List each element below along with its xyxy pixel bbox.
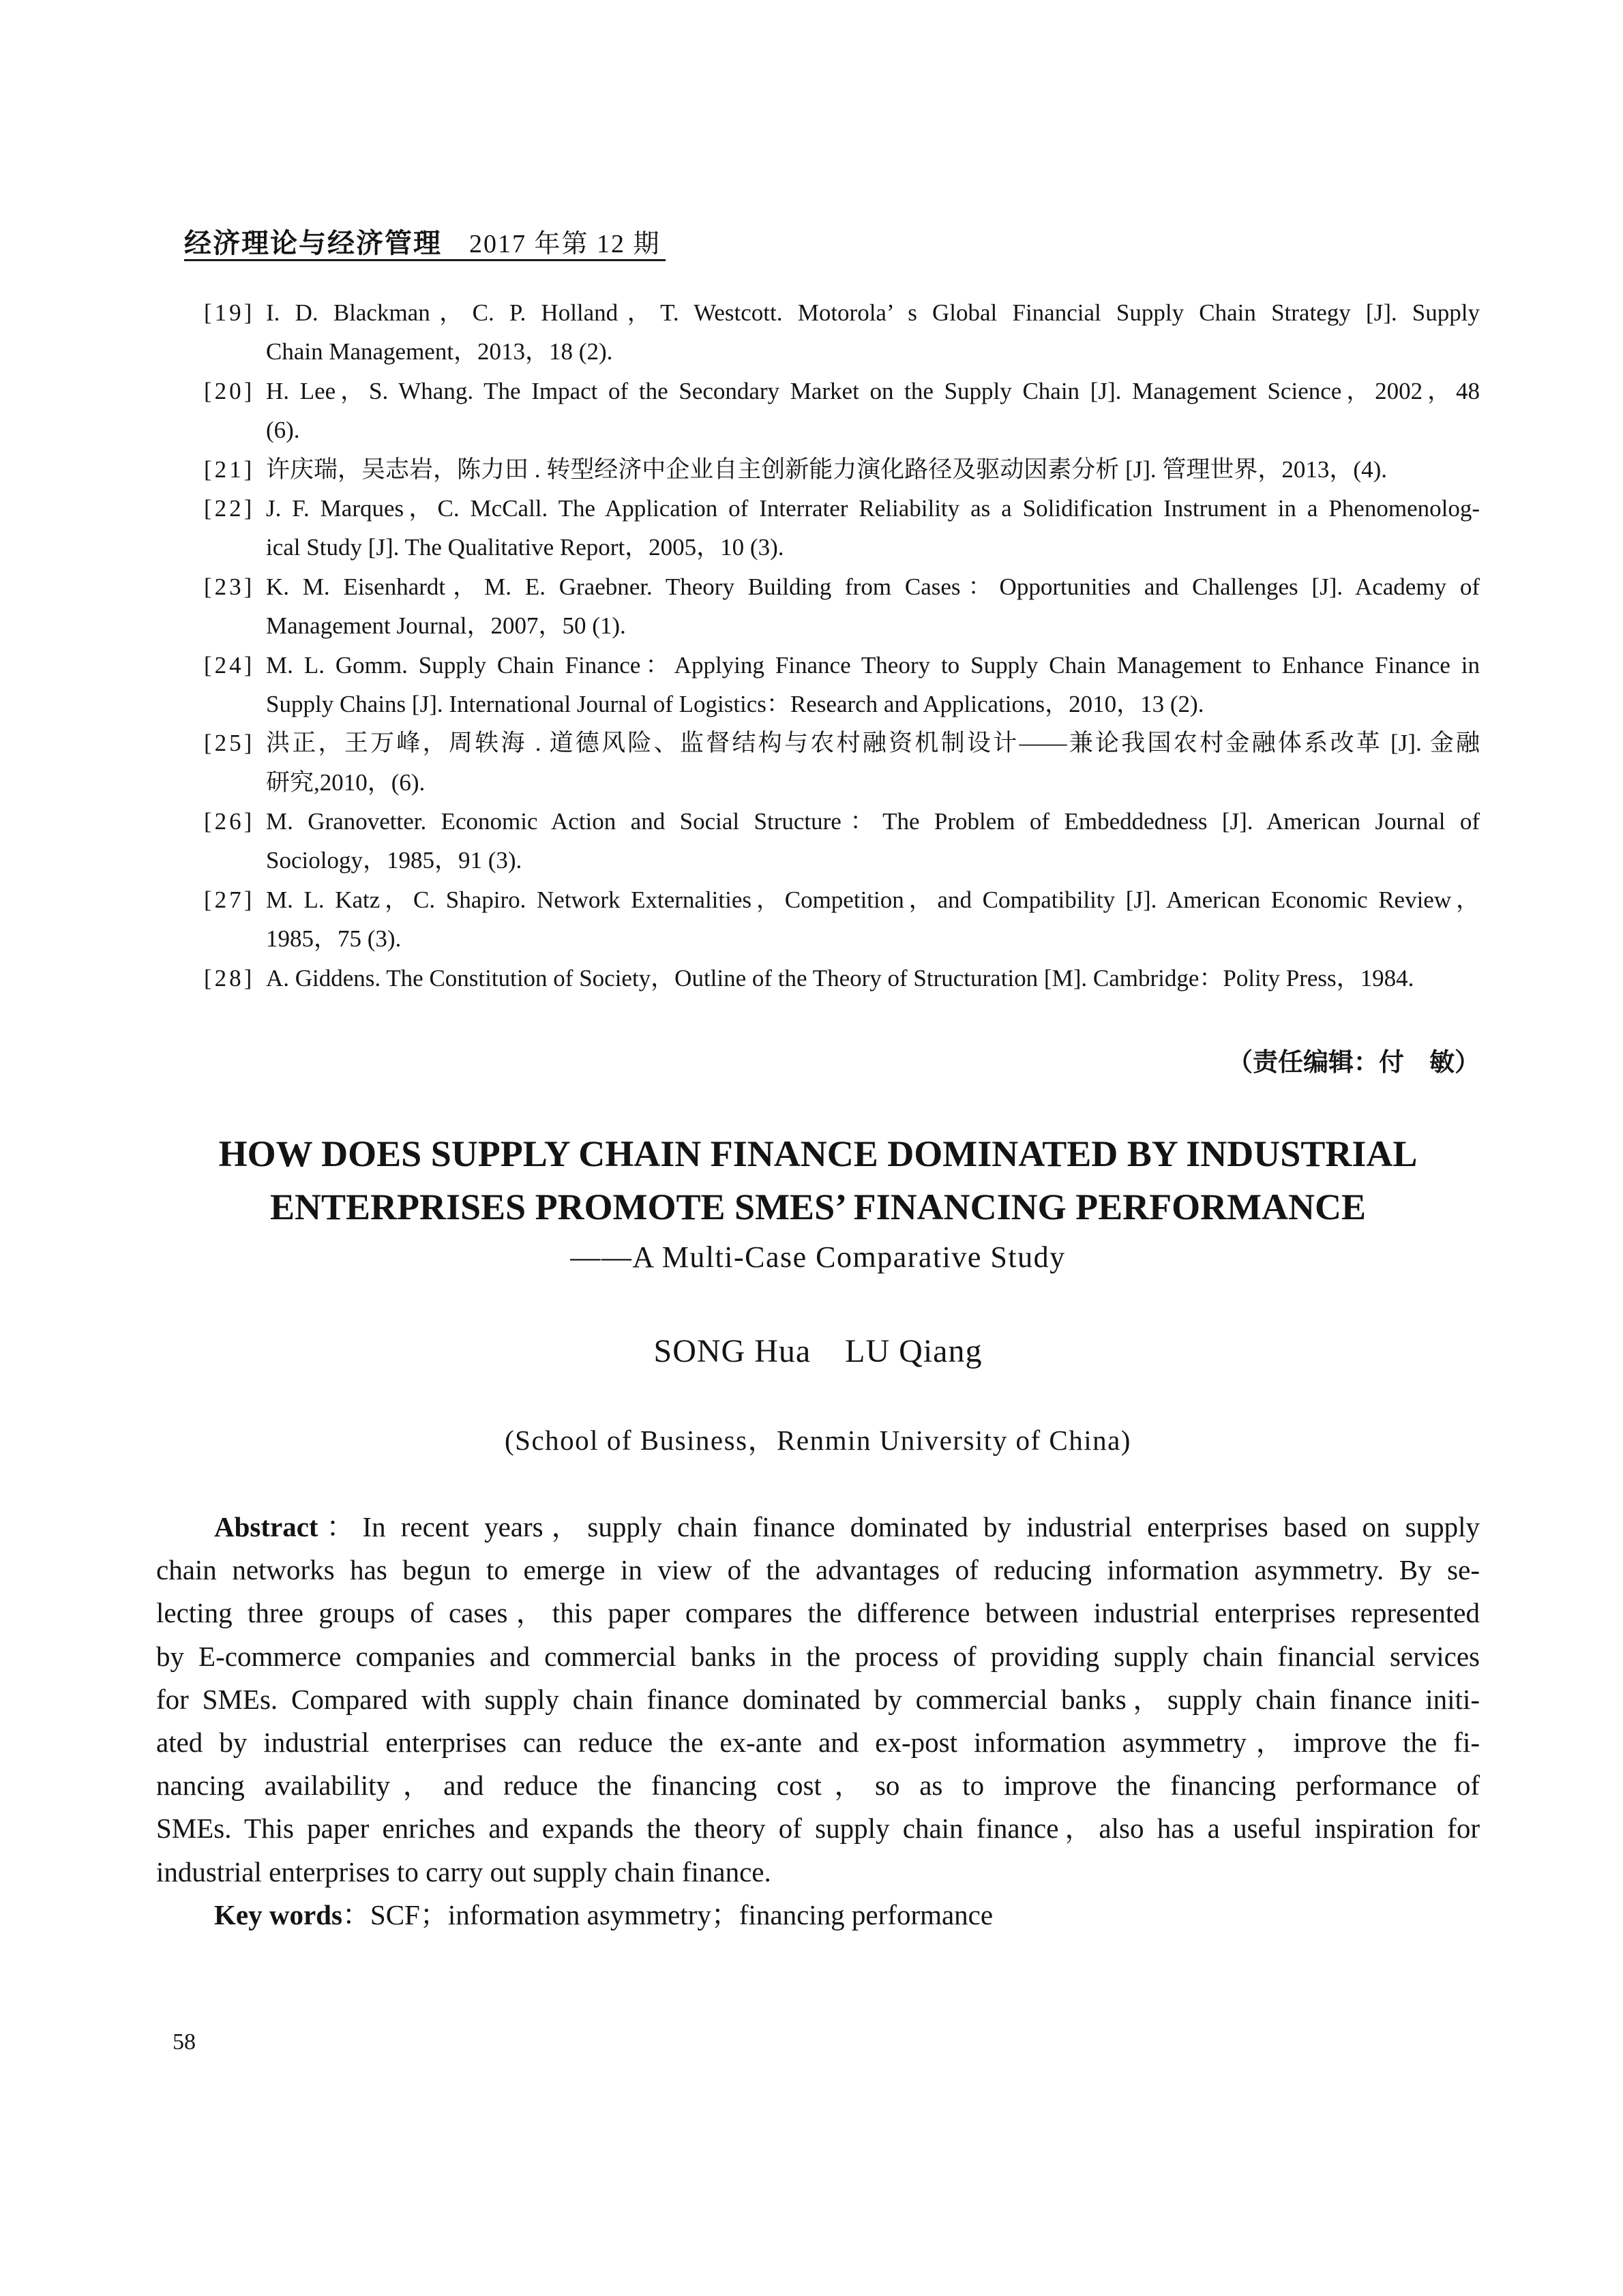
reference-item	[204, 880, 1480, 959]
title-line-2: ENTERPRISES PROMOTE SMES’ FINANCING PERFORMANCE	[269, 1187, 1367, 1227]
keywords	[156, 1894, 1480, 1937]
reference-number: [26]	[204, 808, 255, 835]
reference-line: Management Journal，2007，50 (1).	[266, 612, 626, 640]
reference-line: H. Lee，S. Whang. The Impact of the Secondary Market on the Supply Chain [J]. Management Science，2002，48	[266, 377, 1480, 404]
reference-number: [24]	[204, 651, 255, 679]
reference-item	[204, 646, 1480, 724]
reference-line: Sociology，1985，91 (3).	[266, 847, 522, 874]
title-line-1: HOW DOES SUPPLY CHAIN FINANCE DOMINATED BY INDUSTRIAL	[218, 1133, 1418, 1174]
keywords-label: Key words	[214, 1898, 342, 1930]
journal-name: 经济理论与经济管理	[184, 228, 442, 259]
abstract-line: by E-commerce companies and commercial banks in the process of providing supply chain financial services	[156, 1640, 1480, 1672]
reference-line: M. Granovetter. Economic Action and Social Structure：The Problem of Embeddedness [J]. American Journal of	[266, 808, 1480, 835]
reference-line: K. M. Eisenhardt，M. E. Graebner. Theory Building from Cases：Opportunities and Challenges [J]. Academy of	[266, 573, 1480, 600]
reference-line: Chain Management，2013，18 (2).	[266, 338, 613, 366]
reference-line: 许庆瑞，吴志岩，陈力田 . 转型经济中企业自主创新能力演化路径及驱动因素分析 [J]. 管理世界，2013，(4).	[266, 456, 1387, 483]
authors	[156, 1331, 1480, 1372]
reference-line: 研究,2010，(6).	[266, 769, 426, 796]
reference-number: [21]	[204, 456, 255, 483]
reference-item	[204, 489, 1480, 567]
reference-number: [22]	[204, 494, 255, 522]
reference-item	[204, 372, 1480, 450]
reference-line: I. D. Blackman，C. P. Holland，T. Westcott. Motorola’ s Global Financial Supply Chain Strategy [J]. Supply	[266, 299, 1480, 326]
reference-line: A. Giddens. The Constitution of Society，Outline of the Theory of Structuration [M]. Cambridge：Polity Press，1984.	[266, 964, 1414, 992]
abstract-line: nancing availability，and reduce the financing cost，so as to improve the financing performance of	[156, 1770, 1480, 1802]
abstract-text: ：In recent years，supply chain finance dominated by industrial enterprises based on supply	[318, 1511, 1480, 1542]
running-header	[184, 228, 666, 261]
reference-number: [28]	[204, 964, 255, 992]
references-list	[204, 293, 1480, 998]
abstract-line	[156, 1506, 1480, 1549]
reference-line: M. L. Katz，C. Shapiro. Network Externalities，Competition，and Compatibility [J]. American Economic Review，	[266, 886, 1480, 913]
issue-label: 2017 年第 12 期	[469, 230, 661, 258]
abstract-label: Abstract	[214, 1511, 318, 1542]
reference-item	[204, 450, 1480, 489]
article-title	[156, 1127, 1480, 1234]
reference-line: Supply Chains [J]. International Journal of Logistics：Research and Applications，2010，13 (2).	[266, 690, 1204, 717]
reference-item	[204, 724, 1480, 802]
reference-line: J. F. Marques，C. McCall. The Application of Interrater Reliability as a Solidification Instrument in a Phenomenolog-	[266, 494, 1480, 522]
affiliation: (School of Business，Renmin University of China)	[505, 1425, 1131, 1456]
reference-number: [27]	[204, 886, 255, 913]
abstract-line: chain networks has begun to emerge in view of the advantages of reducing information asymmetry. By se-	[156, 1554, 1480, 1586]
reference-item	[204, 802, 1480, 880]
abstract-line: for SMEs. Compared with supply chain finance dominated by commercial banks，supply chain finance initi-	[156, 1683, 1480, 1715]
reference-number: [25]	[204, 730, 255, 757]
reference-number: [23]	[204, 573, 255, 600]
abstract	[156, 1506, 1480, 1937]
abstract-body	[156, 1549, 1480, 1894]
reference-line: M. L. Gomm. Supply Chain Finance：Applying Finance Theory to Supply Chain Management to Enhance Finance in	[266, 651, 1480, 679]
author-name: SONG Hua	[653, 1333, 812, 1369]
reference-item	[204, 567, 1480, 646]
author-name: LU Qiang	[845, 1333, 983, 1369]
abstract-line: industrial enterprises to carry out supply chain finance.	[156, 1855, 771, 1888]
reference-line: (6).	[266, 417, 300, 444]
keywords-text: ：SCF；information asymmetry；financing performance	[342, 1898, 994, 1930]
abstract-line: ated by industrial enterprises can reduce the ex-ante and ex-post information asymmetry，improve the fi-	[156, 1726, 1480, 1758]
page-number: 58	[173, 2029, 196, 2055]
reference-number: [19]	[204, 299, 255, 326]
reference-item	[204, 959, 1480, 998]
editor-note: （责任编辑：付 敏）	[1227, 1047, 1480, 1077]
article-subtitle: ——A Multi-Case Comparative Study	[570, 1240, 1066, 1274]
reference-item	[204, 293, 1480, 372]
abstract-line: lecting three groups of cases，this paper compares the difference between industrial enterprises represented	[156, 1597, 1480, 1629]
reference-line: ical Study [J]. The Qualitative Report，2005，10 (3).	[266, 534, 784, 561]
abstract-line: SMEs. This paper enriches and expands the theory of supply chain finance，also has a useful inspiration for	[156, 1813, 1480, 1845]
reference-line: 洪正，王万峰，周轶海 . 道德风险、监督结构与农村融资机制设计——兼论我国农村金融体系改革 [J]. 金融	[266, 730, 1480, 757]
reference-line: 1985，75 (3).	[266, 925, 402, 953]
reference-number: [20]	[204, 377, 255, 404]
